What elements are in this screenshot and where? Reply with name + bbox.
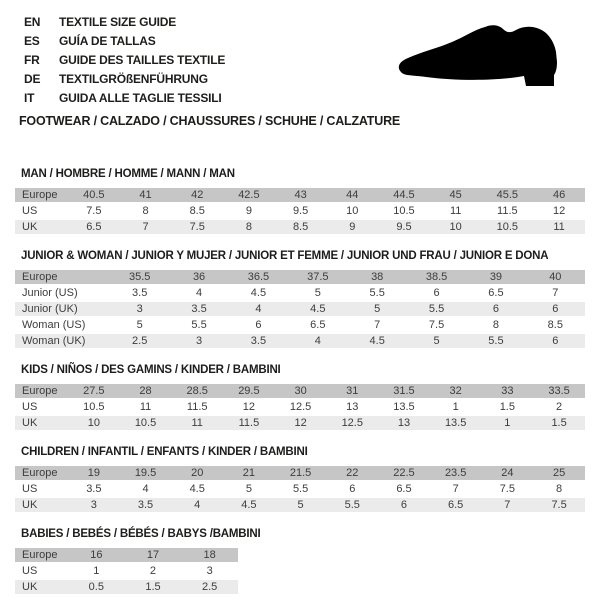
size-value-cell: 45 bbox=[430, 188, 482, 202]
table-row-man-us bbox=[15, 204, 585, 218]
size-value-cell: 5 bbox=[348, 302, 407, 316]
size-value-cell: 4.5 bbox=[348, 334, 407, 348]
size-value-cell: 10.5 bbox=[482, 220, 534, 234]
size-value-cell: 40 bbox=[526, 270, 585, 284]
language-code: IT bbox=[24, 91, 35, 105]
size-value-cell: 31.5 bbox=[378, 384, 430, 398]
size-value-cell: 25 bbox=[533, 466, 585, 480]
size-table-man bbox=[15, 186, 585, 236]
table-row-babies-europe bbox=[15, 548, 238, 562]
table-row-kids-us bbox=[15, 400, 585, 414]
size-value-cell: 1 bbox=[482, 416, 534, 430]
size-value-cell: 36 bbox=[169, 270, 228, 284]
row-label: UK bbox=[15, 498, 68, 512]
size-value-cell: 22 bbox=[326, 466, 378, 480]
size-value-cell: 9.5 bbox=[378, 220, 430, 234]
size-value-cell: 7.5 bbox=[171, 220, 223, 234]
size-value-cell: 21.5 bbox=[275, 466, 327, 480]
size-value-cell: 6 bbox=[526, 334, 585, 348]
size-value-cell: 7.5 bbox=[68, 204, 120, 218]
size-value-cell: 24 bbox=[482, 466, 534, 480]
size-value-cell: 21 bbox=[223, 466, 275, 480]
size-value-cell: 3 bbox=[181, 564, 238, 578]
table-row-kids-uk bbox=[15, 416, 585, 430]
size-value-cell: 4.5 bbox=[288, 302, 347, 316]
language-label: TEXTILE SIZE GUIDE bbox=[59, 15, 177, 29]
size-value-cell: 5.5 bbox=[348, 286, 407, 300]
size-value-cell: 2.5 bbox=[110, 334, 169, 348]
size-value-cell: 4 bbox=[169, 286, 228, 300]
size-value-cell: 3 bbox=[169, 334, 228, 348]
size-value-cell: 37.5 bbox=[288, 270, 347, 284]
row-label: UK bbox=[15, 580, 68, 594]
table-row-children-europe bbox=[15, 466, 585, 480]
size-table-kids bbox=[15, 382, 585, 432]
size-value-cell: 7.5 bbox=[533, 498, 585, 512]
size-value-cell: 28.5 bbox=[171, 384, 223, 398]
size-value-cell: 11.5 bbox=[223, 416, 275, 430]
size-value-cell: 6 bbox=[229, 318, 288, 332]
size-value-cell: 1 bbox=[68, 564, 125, 578]
size-value-cell: 6.5 bbox=[288, 318, 347, 332]
size-value-cell: 5.5 bbox=[466, 334, 525, 348]
language-code: FR bbox=[24, 53, 40, 67]
size-value-cell: 7.5 bbox=[407, 318, 466, 332]
table-row-babies-uk bbox=[15, 580, 238, 594]
shoe-icon bbox=[395, 24, 577, 94]
size-value-cell: 8.5 bbox=[526, 318, 585, 332]
size-table-children bbox=[15, 464, 585, 514]
size-value-cell: 3.5 bbox=[169, 302, 228, 316]
size-value-cell: 5.5 bbox=[169, 318, 228, 332]
table-row-children-uk bbox=[15, 498, 585, 512]
size-value-cell: 40.5 bbox=[68, 188, 120, 202]
size-value-cell: 3 bbox=[110, 302, 169, 316]
table-row-junior-europe bbox=[15, 270, 585, 284]
size-value-cell: 6 bbox=[526, 302, 585, 316]
size-value-cell: 4.5 bbox=[229, 286, 288, 300]
table-row-children-us bbox=[15, 482, 585, 496]
page-header bbox=[0, 0, 600, 108]
row-label: UK bbox=[15, 416, 68, 430]
size-value-cell: 13 bbox=[326, 400, 378, 414]
language-code: EN bbox=[24, 15, 41, 29]
row-label: Europe bbox=[15, 270, 110, 284]
size-value-cell: 1 bbox=[430, 400, 482, 414]
size-value-cell: 4 bbox=[171, 498, 223, 512]
size-value-cell: 8 bbox=[466, 318, 525, 332]
size-value-cell: 18 bbox=[181, 548, 238, 562]
size-table-title-kids: KIDS / NIÑOS / DES GAMINS / KINDER / BAMBINI bbox=[21, 364, 281, 376]
size-value-cell: 8.5 bbox=[171, 204, 223, 218]
size-value-cell: 19 bbox=[68, 466, 120, 480]
size-value-cell: 10 bbox=[326, 204, 378, 218]
size-value-cell: 8 bbox=[223, 220, 275, 234]
size-value-cell: 7 bbox=[120, 220, 172, 234]
size-value-cell: 1.5 bbox=[482, 400, 534, 414]
size-value-cell: 5 bbox=[288, 286, 347, 300]
table-row-babies-us bbox=[15, 564, 238, 578]
size-value-cell: 2 bbox=[125, 564, 182, 578]
size-value-cell: 6 bbox=[407, 286, 466, 300]
size-table-title-babies: BABIES / BEBÉS / BÉBÉS / BABYS /BAMBINI bbox=[21, 528, 261, 540]
row-label: UK bbox=[15, 220, 68, 234]
table-row-man-uk bbox=[15, 220, 585, 234]
size-value-cell: 27.5 bbox=[68, 384, 120, 398]
size-value-cell: 13.5 bbox=[378, 400, 430, 414]
category-heading: FOOTWEAR / CALZADO / CHAUSSURES / SCHUHE / CALZATURE bbox=[19, 114, 401, 128]
row-label: Europe bbox=[15, 466, 68, 480]
size-value-cell: 10 bbox=[430, 220, 482, 234]
size-value-cell: 39 bbox=[466, 270, 525, 284]
size-value-cell: 12.5 bbox=[326, 416, 378, 430]
size-value-cell: 4 bbox=[229, 302, 288, 316]
size-value-cell: 5.5 bbox=[326, 498, 378, 512]
size-value-cell: 41 bbox=[120, 188, 172, 202]
size-value-cell: 38 bbox=[348, 270, 407, 284]
size-value-cell: 9 bbox=[326, 220, 378, 234]
size-table-section-man bbox=[0, 168, 600, 236]
size-value-cell: 19.5 bbox=[120, 466, 172, 480]
table-row-junior-woman-uk- bbox=[15, 334, 585, 348]
size-value-cell: 4 bbox=[288, 334, 347, 348]
size-value-cell: 46 bbox=[533, 188, 585, 202]
size-table-section-junior bbox=[0, 250, 600, 350]
size-value-cell: 9.5 bbox=[275, 204, 327, 218]
size-value-cell: 6.5 bbox=[430, 498, 482, 512]
table-row-man-europe bbox=[15, 188, 585, 202]
size-value-cell: 38.5 bbox=[407, 270, 466, 284]
size-value-cell: 3.5 bbox=[68, 482, 120, 496]
size-value-cell: 35.5 bbox=[110, 270, 169, 284]
size-table-babies bbox=[15, 546, 238, 596]
size-value-cell: 5 bbox=[110, 318, 169, 332]
row-label: Europe bbox=[15, 384, 68, 398]
size-value-cell: 6 bbox=[466, 302, 525, 316]
size-value-cell: 3.5 bbox=[110, 286, 169, 300]
size-table-junior bbox=[15, 268, 585, 350]
size-value-cell: 6.5 bbox=[378, 482, 430, 496]
size-value-cell: 10 bbox=[68, 416, 120, 430]
size-value-cell: 29.5 bbox=[223, 384, 275, 398]
size-value-cell: 5 bbox=[275, 498, 327, 512]
row-label: US bbox=[15, 400, 68, 414]
size-value-cell: 32 bbox=[430, 384, 482, 398]
size-value-cell: 10.5 bbox=[68, 400, 120, 414]
table-row-kids-europe bbox=[15, 384, 585, 398]
size-value-cell: 0.5 bbox=[68, 580, 125, 594]
language-code: ES bbox=[24, 34, 40, 48]
size-value-cell: 2.5 bbox=[181, 580, 238, 594]
size-value-cell: 6 bbox=[378, 498, 430, 512]
size-value-cell: 7 bbox=[482, 498, 534, 512]
size-value-cell: 11.5 bbox=[482, 204, 534, 218]
language-label: GUIDE DES TAILLES TEXTILE bbox=[59, 53, 226, 67]
size-value-cell: 13 bbox=[378, 416, 430, 430]
size-value-cell: 10.5 bbox=[378, 204, 430, 218]
size-value-cell: 16 bbox=[68, 548, 125, 562]
size-table-title-junior: JUNIOR & WOMAN / JUNIOR Y MUJER / JUNIOR ET FEMME / JUNIOR UND FRAU / JUNIOR E DONA bbox=[21, 250, 549, 262]
size-value-cell: 12 bbox=[223, 400, 275, 414]
size-table-section-kids bbox=[0, 364, 600, 432]
size-value-cell: 4.5 bbox=[223, 498, 275, 512]
language-label: GUIDA ALLE TAGLIE TESSILI bbox=[59, 91, 222, 105]
size-value-cell: 11.5 bbox=[171, 400, 223, 414]
size-value-cell: 12 bbox=[275, 416, 327, 430]
size-value-cell: 6.5 bbox=[466, 286, 525, 300]
size-value-cell: 12 bbox=[533, 204, 585, 218]
size-value-cell: 33 bbox=[482, 384, 534, 398]
size-value-cell: 23.5 bbox=[430, 466, 482, 480]
size-value-cell: 11 bbox=[120, 400, 172, 414]
size-value-cell: 8 bbox=[533, 482, 585, 496]
language-code: DE bbox=[24, 72, 41, 86]
table-row-junior-junior-uk- bbox=[15, 302, 585, 316]
size-value-cell: 43 bbox=[275, 188, 327, 202]
size-value-cell: 5 bbox=[407, 334, 466, 348]
size-value-cell: 44.5 bbox=[378, 188, 430, 202]
size-table-section-babies bbox=[0, 528, 600, 596]
row-label: US bbox=[15, 564, 68, 578]
size-value-cell: 7 bbox=[526, 286, 585, 300]
language-label: TEXTILGRÖßENFÜHRUNG bbox=[59, 72, 208, 86]
size-value-cell: 12.5 bbox=[275, 400, 327, 414]
row-label: Woman (US) bbox=[15, 318, 110, 332]
size-value-cell: 6 bbox=[326, 482, 378, 496]
size-value-cell: 3.5 bbox=[120, 498, 172, 512]
size-value-cell: 36.5 bbox=[229, 270, 288, 284]
size-value-cell: 7 bbox=[348, 318, 407, 332]
size-value-cell: 5.5 bbox=[275, 482, 327, 496]
size-value-cell: 1.5 bbox=[533, 416, 585, 430]
size-value-cell: 30 bbox=[275, 384, 327, 398]
row-label: Europe bbox=[15, 188, 68, 202]
size-value-cell: 44 bbox=[326, 188, 378, 202]
size-value-cell: 7 bbox=[430, 482, 482, 496]
size-value-cell: 11 bbox=[533, 220, 585, 234]
row-label: Europe bbox=[15, 548, 68, 562]
row-label: US bbox=[15, 204, 68, 218]
size-value-cell: 33.5 bbox=[533, 384, 585, 398]
size-value-cell: 17 bbox=[125, 548, 182, 562]
size-value-cell: 1.5 bbox=[125, 580, 182, 594]
size-value-cell: 11 bbox=[430, 204, 482, 218]
row-label: Woman (UK) bbox=[15, 334, 110, 348]
size-value-cell: 8.5 bbox=[275, 220, 327, 234]
size-value-cell: 42.5 bbox=[223, 188, 275, 202]
size-value-cell: 11 bbox=[171, 416, 223, 430]
size-value-cell: 7.5 bbox=[482, 482, 534, 496]
size-value-cell: 6.5 bbox=[68, 220, 120, 234]
size-value-cell: 28 bbox=[120, 384, 172, 398]
size-tables-container bbox=[0, 168, 600, 596]
size-value-cell: 3.5 bbox=[229, 334, 288, 348]
size-value-cell: 13.5 bbox=[430, 416, 482, 430]
size-table-title-children: CHILDREN / INFANTIL / ENFANTS / KINDER / BAMBINI bbox=[21, 446, 308, 458]
row-label: Junior (US) bbox=[15, 286, 110, 300]
language-label: GUÍA DE TALLAS bbox=[59, 34, 156, 48]
size-value-cell: 5 bbox=[223, 482, 275, 496]
size-value-cell: 42 bbox=[171, 188, 223, 202]
size-value-cell: 45.5 bbox=[482, 188, 534, 202]
size-value-cell: 4 bbox=[120, 482, 172, 496]
row-label: Junior (UK) bbox=[15, 302, 110, 316]
size-value-cell: 22.5 bbox=[378, 466, 430, 480]
size-value-cell: 4.5 bbox=[171, 482, 223, 496]
table-row-junior-junior-us- bbox=[15, 286, 585, 300]
size-value-cell: 2 bbox=[533, 400, 585, 414]
row-label: US bbox=[15, 482, 68, 496]
size-value-cell: 20 bbox=[171, 466, 223, 480]
size-value-cell: 8 bbox=[120, 204, 172, 218]
size-table-title-man: MAN / HOMBRE / HOMME / MANN / MAN bbox=[21, 168, 235, 180]
table-row-junior-woman-us- bbox=[15, 318, 585, 332]
size-table-section-children bbox=[0, 446, 600, 514]
size-value-cell: 3 bbox=[68, 498, 120, 512]
size-value-cell: 5.5 bbox=[407, 302, 466, 316]
size-value-cell: 31 bbox=[326, 384, 378, 398]
size-value-cell: 10.5 bbox=[120, 416, 172, 430]
size-value-cell: 9 bbox=[223, 204, 275, 218]
